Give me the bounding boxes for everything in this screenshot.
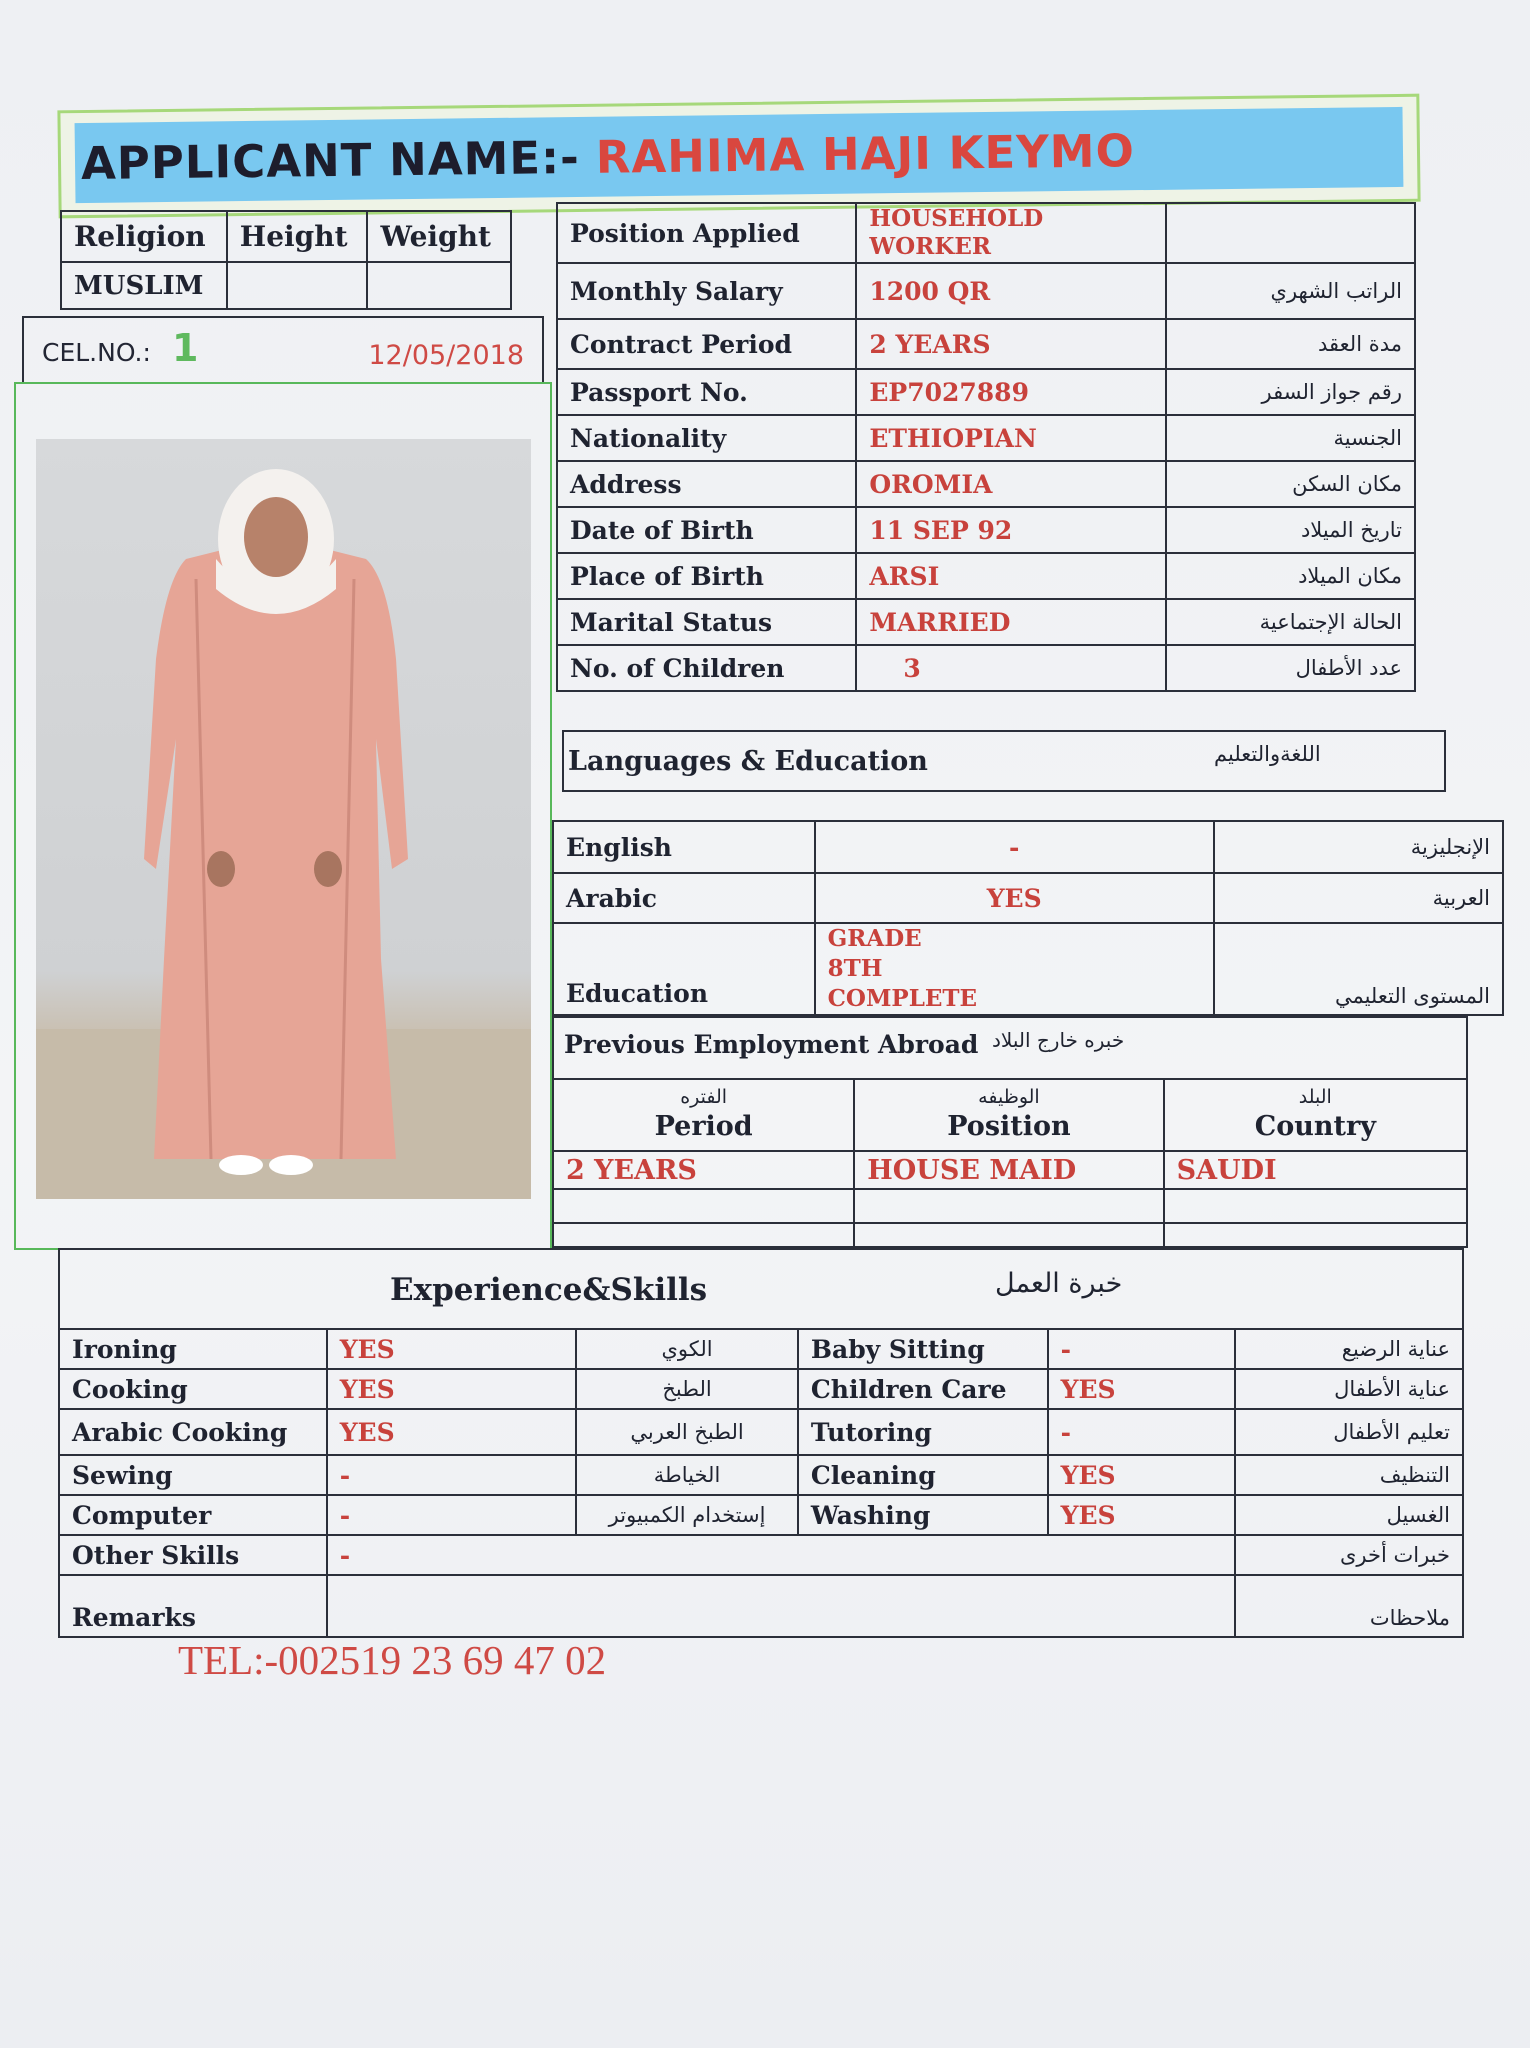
languages-title-box [562, 730, 1446, 792]
skill-arabic: إستخدام الكمبيوتر [576, 1495, 798, 1535]
skill-label: Arabic Cooking [59, 1409, 327, 1455]
applicant-photo [36, 439, 531, 1199]
language-value: YES [815, 873, 1214, 923]
skill-label: Sewing [59, 1455, 327, 1495]
detail-value: 2 YEARS [856, 319, 1165, 369]
detail-value: 3 [856, 645, 1165, 691]
skill-value: YES [1048, 1455, 1236, 1495]
applicant-label: APPLICANT NAME:- [80, 130, 581, 190]
detail-label: Address [557, 461, 856, 507]
other-skills-value: - [327, 1535, 1236, 1575]
other-skills-label: Other Skills [59, 1535, 327, 1575]
remarks-value [327, 1575, 1236, 1637]
employment-period [553, 1223, 854, 1247]
detail-value: HOUSEHOLD WORKER [856, 203, 1165, 263]
applicant-banner [57, 94, 1420, 219]
employment-title: Previous Employment Abroad [564, 1030, 979, 1059]
language-label: English [553, 821, 815, 873]
employment-country [1164, 1189, 1467, 1223]
detail-value: 1200 QR [856, 263, 1165, 319]
languages-title-arabic: اللغةوالتعليم [1214, 742, 1321, 766]
employment-position: HOUSE MAID [854, 1151, 1163, 1189]
detail-value: OROMIA [856, 461, 1165, 507]
employment-title-box [552, 1016, 1468, 1080]
applicant-figure-image [36, 439, 531, 1199]
detail-label: No. of Children [557, 645, 856, 691]
skill-value: YES [327, 1329, 577, 1369]
skill-label: Baby Sitting [798, 1329, 1048, 1369]
languages-title: Languages & Education [568, 746, 928, 777]
other-skills-arabic: خبرات أخرى [1235, 1535, 1463, 1575]
employment-country [1164, 1223, 1467, 1247]
skill-value: YES [327, 1369, 577, 1409]
detail-label: Marital Status [557, 599, 856, 645]
employment-table [552, 1078, 1468, 1248]
position-header: الوظيفه Position [854, 1079, 1163, 1151]
skill-arabic: عناية الرضيع [1235, 1329, 1463, 1369]
remarks-label: Remarks [59, 1575, 327, 1637]
skill-value: YES [1048, 1495, 1236, 1535]
applicant-name: RAHIMA HAJI KEYMO [595, 123, 1136, 184]
skill-arabic: الطبخ [576, 1369, 798, 1409]
skill-label: Tutoring [798, 1409, 1048, 1455]
skill-arabic: الغسيل [1235, 1495, 1463, 1535]
skill-label: Ironing [59, 1329, 327, 1369]
detail-value: ARSI [856, 553, 1165, 599]
language-label: Arabic [553, 873, 815, 923]
religion-value: MUSLIM [61, 262, 227, 309]
detail-value: EP7027889 [856, 369, 1165, 415]
detail-arabic: الراتب الشهري [1166, 263, 1415, 319]
skill-value: - [1048, 1409, 1236, 1455]
skill-arabic: الطبخ العربي [576, 1409, 798, 1455]
personal-table [60, 210, 512, 310]
employment-period: 2 YEARS [553, 1151, 854, 1189]
skill-arabic: الكوي [576, 1329, 798, 1369]
skill-arabic: التنظيف [1235, 1455, 1463, 1495]
employment-period [553, 1189, 854, 1223]
education-arabic: المستوى التعليمي [1214, 923, 1503, 1015]
detail-value: ETHIOPIAN [856, 415, 1165, 461]
weight-header: Weight [367, 211, 511, 262]
employment-position [854, 1189, 1163, 1223]
detail-value: 11 SEP 92 [856, 507, 1165, 553]
skill-value: - [327, 1495, 577, 1535]
skill-value: - [1048, 1329, 1236, 1369]
detail-arabic: مدة العقد [1166, 319, 1415, 369]
cel-date: 12/05/2018 [368, 340, 524, 371]
details-table [556, 202, 1416, 692]
cel-label: CEL.NO.: [42, 338, 151, 367]
footer-telephone: TEL:-002519 23 69 47 02 [178, 1637, 607, 1683]
religion-header: Religion [61, 211, 227, 262]
skill-label: Cleaning [798, 1455, 1048, 1495]
skill-arabic: تعليم الأطفال [1235, 1409, 1463, 1455]
detail-value: MARRIED [856, 599, 1165, 645]
skill-arabic: الخياطة [576, 1455, 798, 1495]
height-value [227, 262, 368, 309]
skill-value: - [327, 1455, 577, 1495]
skills-title-box [58, 1248, 1464, 1330]
detail-arabic: تاريخ الميلاد [1166, 507, 1415, 553]
detail-arabic: مكان السكن [1166, 461, 1415, 507]
skills-table [58, 1328, 1464, 1638]
cel-number-box [22, 316, 544, 384]
skill-label: Children Care [798, 1369, 1048, 1409]
skill-label: Computer [59, 1495, 327, 1535]
photo-frame [14, 382, 552, 1250]
skills-title-arabic: خبرة العمل [995, 1268, 1123, 1299]
remarks-arabic: ملاحظات [1235, 1575, 1463, 1637]
education-value: GRADE 8TH COMPLETE [815, 923, 1214, 1015]
employment-country: SAUDI [1164, 1151, 1467, 1189]
skill-arabic: عناية الأطفال [1235, 1369, 1463, 1409]
detail-label: Contract Period [557, 319, 856, 369]
skill-value: YES [1048, 1369, 1236, 1409]
skill-label: Washing [798, 1495, 1048, 1535]
detail-label: Passport No. [557, 369, 856, 415]
detail-arabic: عدد الأطفال [1166, 645, 1415, 691]
skill-label: Cooking [59, 1369, 327, 1409]
detail-arabic: رقم جواز السفر [1166, 369, 1415, 415]
cel-number: 1 [172, 326, 199, 370]
detail-label: Position Applied [557, 203, 856, 263]
language-value: - [815, 821, 1214, 873]
education-label: Education [553, 923, 815, 1015]
language-arabic: العربية [1214, 873, 1503, 923]
country-header: البلد Country [1164, 1079, 1467, 1151]
period-header: الفتره Period [553, 1079, 854, 1151]
language-arabic: الإنجليزية [1214, 821, 1503, 873]
skill-value: YES [327, 1409, 577, 1455]
languages-table [552, 820, 1504, 1016]
detail-arabic: الحالة الإجتماعية [1166, 599, 1415, 645]
detail-arabic [1166, 203, 1415, 263]
skills-title: Experience&Skills [390, 1272, 708, 1308]
employment-title-arabic: خبره خارج البلاد [992, 1028, 1125, 1052]
detail-label: Date of Birth [557, 507, 856, 553]
detail-arabic: الجنسية [1166, 415, 1415, 461]
weight-value [367, 262, 511, 309]
height-header: Height [227, 211, 368, 262]
detail-label: Nationality [557, 415, 856, 461]
employment-position [854, 1223, 1163, 1247]
detail-arabic: مكان الميلاد [1166, 553, 1415, 599]
detail-label: Monthly Salary [557, 263, 856, 319]
detail-label: Place of Birth [557, 553, 856, 599]
